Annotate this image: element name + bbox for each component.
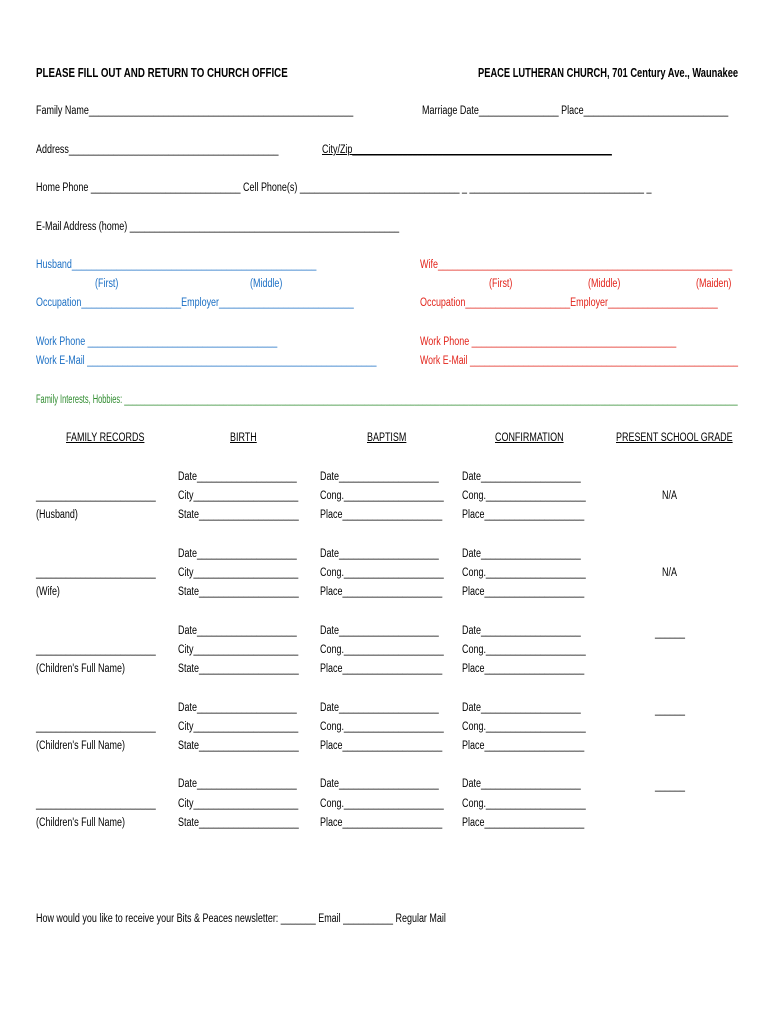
confirmation-place-field[interactable]: Place____________________ <box>462 817 585 829</box>
birth-date-field[interactable]: Date____________________ <box>178 702 297 714</box>
baptism-place-field[interactable]: Place____________________ <box>320 586 443 598</box>
baptism-place-field[interactable]: Place____________________ <box>320 740 443 752</box>
husband-occupation-field[interactable]: Occupation____________________Employer___________________________ <box>36 297 354 309</box>
church-address: PEACE LUTHERAN CHURCH, 701 Century Ave., Waunakee <box>478 66 739 80</box>
wife-maiden-label: (Maiden) <box>696 278 732 290</box>
wife-name-field[interactable]: Wife___________________________________________________________ <box>420 259 733 271</box>
record-label: (Husband) <box>36 509 78 521</box>
confirmation-date-field[interactable]: Date____________________ <box>462 548 581 560</box>
email-field[interactable]: E-Mail Address (home) ______________________________________________________ <box>36 221 400 233</box>
family-interests-field[interactable]: Family Interests, Hobbies: ____________________________________________________________________________________________________________________________________________________ <box>36 394 738 406</box>
husband-work-email-field[interactable]: Work E-Mail __________________________________________________________ <box>36 355 377 367</box>
confirmation-date-field[interactable]: Date____________________ <box>462 471 581 483</box>
birth-date-field[interactable]: Date____________________ <box>178 778 297 790</box>
form-instruction: PLEASE FILL OUT AND RETURN TO CHURCH OFFICE <box>36 66 288 80</box>
confirmation-date-field[interactable]: Date____________________ <box>462 778 581 790</box>
cityzip-field[interactable]: City/Zip____________________________________________________ <box>322 144 612 156</box>
record-name-line[interactable]: ________________________ <box>36 644 156 656</box>
record-label: (Children's Full Name) <box>36 817 125 829</box>
wife-work-email-field[interactable]: Work E-Mail _______________________________________________________ <box>420 355 739 367</box>
confirmation-cong-field[interactable]: Cong.____________________ <box>462 490 586 502</box>
school-grade-field[interactable]: ______ <box>655 704 685 716</box>
husband-middle-label: (Middle) <box>250 278 283 290</box>
birth-city-field[interactable]: City_____________________ <box>178 490 299 502</box>
baptism-place-field[interactable]: Place____________________ <box>320 509 443 521</box>
confirmation-place-field[interactable]: Place____________________ <box>462 509 585 521</box>
baptism-cong-field[interactable]: Cong.____________________ <box>320 567 444 579</box>
birth-state-field[interactable]: State____________________ <box>178 817 299 829</box>
baptism-date-field[interactable]: Date____________________ <box>320 702 439 714</box>
school-grade-value: N/A <box>662 567 677 579</box>
baptism-date-field[interactable]: Date____________________ <box>320 548 439 560</box>
confirmation-place-field[interactable]: Place____________________ <box>462 663 585 675</box>
address-field[interactable]: Address__________________________________________ <box>36 144 279 156</box>
confirmation-date-field[interactable]: Date____________________ <box>462 625 581 637</box>
school-grade-field[interactable]: ______ <box>655 627 685 639</box>
baptism-cong-field[interactable]: Cong.____________________ <box>320 798 444 810</box>
confirmation-place-field[interactable]: Place____________________ <box>462 586 585 598</box>
confirmation-cong-field[interactable]: Cong.____________________ <box>462 798 586 810</box>
birth-city-field[interactable]: City_____________________ <box>178 721 299 733</box>
family-name-field[interactable]: Family Name_____________________________________________________ <box>36 105 354 117</box>
record-label: (Wife) <box>36 586 60 598</box>
birth-date-field[interactable]: Date____________________ <box>178 625 297 637</box>
school-grade-field[interactable]: ______ <box>655 780 685 792</box>
header-confirmation: CONFIRMATION <box>495 432 564 444</box>
baptism-date-field[interactable]: Date____________________ <box>320 625 439 637</box>
wife-middle-label: (Middle) <box>588 278 621 290</box>
header-family-records: FAMILY RECORDS <box>66 432 145 444</box>
record-label: (Children's Full Name) <box>36 740 125 752</box>
baptism-place-field[interactable]: Place____________________ <box>320 663 443 675</box>
record-name-line[interactable]: ________________________ <box>36 721 156 733</box>
record-label: (Children's Full Name) <box>36 663 125 675</box>
header-birth: BIRTH <box>230 432 257 444</box>
baptism-cong-field[interactable]: Cong.____________________ <box>320 721 444 733</box>
school-grade-value: N/A <box>662 490 677 502</box>
record-name-line[interactable]: ________________________ <box>36 490 156 502</box>
header-baptism: BAPTISM <box>367 432 407 444</box>
birth-city-field[interactable]: City_____________________ <box>178 567 299 579</box>
confirmation-date-field[interactable]: Date____________________ <box>462 702 581 714</box>
marriage-date-place-field[interactable]: Marriage Date________________ Place_____________________________ <box>422 105 729 117</box>
confirmation-cong-field[interactable]: Cong.____________________ <box>462 721 586 733</box>
baptism-cong-field[interactable]: Cong.____________________ <box>320 644 444 656</box>
birth-state-field[interactable]: State____________________ <box>178 586 299 598</box>
baptism-place-field[interactable]: Place____________________ <box>320 817 443 829</box>
phone-fields[interactable]: Home Phone ______________________________ Cell Phone(s) ________________________________ _ ___________________________________ _ <box>36 182 652 194</box>
birth-city-field[interactable]: City_____________________ <box>178 644 299 656</box>
baptism-date-field[interactable]: Date____________________ <box>320 471 439 483</box>
birth-state-field[interactable]: State____________________ <box>178 740 299 752</box>
record-name-line[interactable]: ________________________ <box>36 567 156 579</box>
wife-work-phone-field[interactable]: Work Phone _________________________________________ <box>420 336 677 348</box>
birth-date-field[interactable]: Date____________________ <box>178 471 297 483</box>
record-name-line[interactable]: ________________________ <box>36 798 156 810</box>
birth-state-field[interactable]: State____________________ <box>178 663 299 675</box>
header-school-grade: PRESENT SCHOOL GRADE <box>616 432 733 444</box>
newsletter-preference[interactable]: How would you like to receive your Bits & Peaces newsletter: _______ Email __________ Regular Mail <box>36 913 446 925</box>
confirmation-place-field[interactable]: Place____________________ <box>462 740 585 752</box>
birth-date-field[interactable]: Date____________________ <box>178 548 297 560</box>
confirmation-cong-field[interactable]: Cong.____________________ <box>462 567 586 579</box>
wife-occupation-field[interactable]: Occupation_____________________Employer______________________ <box>420 297 718 309</box>
husband-name-field[interactable]: Husband_________________________________________________ <box>36 259 317 271</box>
wife-first-label: (First) <box>489 278 513 290</box>
baptism-date-field[interactable]: Date____________________ <box>320 778 439 790</box>
husband-first-label: (First) <box>95 278 119 290</box>
confirmation-cong-field[interactable]: Cong.____________________ <box>462 644 586 656</box>
birth-state-field[interactable]: State____________________ <box>178 509 299 521</box>
husband-work-phone-field[interactable]: Work Phone ______________________________________ <box>36 336 278 348</box>
baptism-cong-field[interactable]: Cong.____________________ <box>320 490 444 502</box>
birth-city-field[interactable]: City_____________________ <box>178 798 299 810</box>
